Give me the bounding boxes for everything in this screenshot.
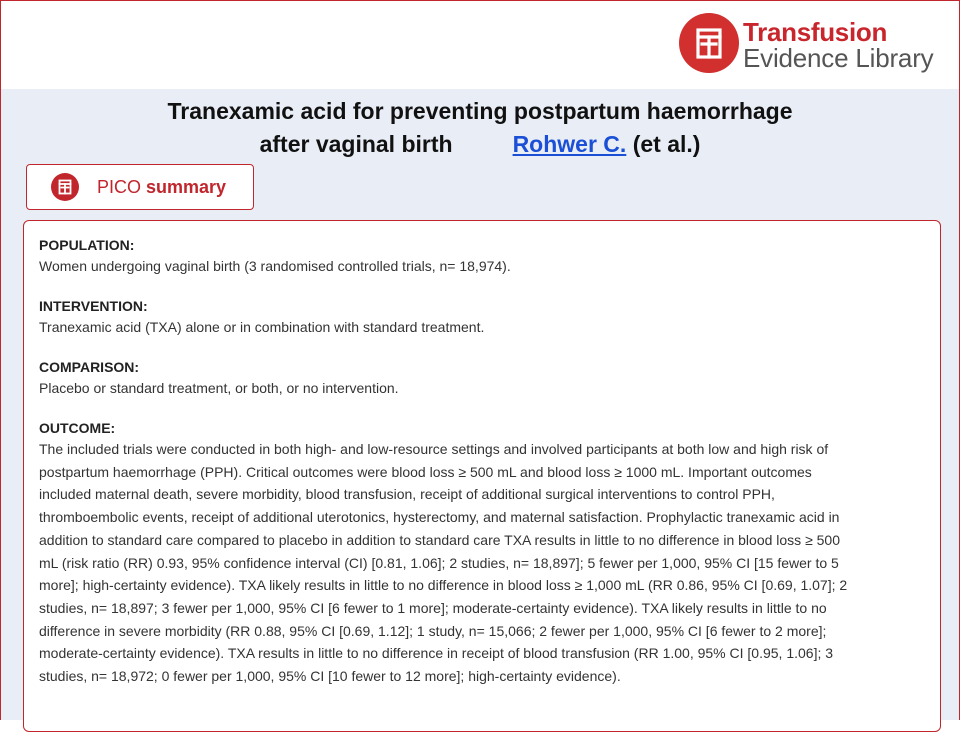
outcome-line: studies, n= 18,897; 3 fewer per 1,000, 95% CI [6 fewer to 1 more]; moderate-certainty evidence). TXA likely results in little to no <box>39 599 827 616</box>
population-heading: POPULATION: <box>39 237 135 253</box>
outcome-line: mL (risk ratio (RR) 0.93, 95% confidence interval (CI) [0.81, 1.06]; 2 studies, n= 18,897]; 5 fewer per 1,000, 95% CI [15 fewer to 5 <box>39 554 839 571</box>
header-banner <box>0 0 960 91</box>
intervention-text: Tranexamic acid (TXA) alone or in combination with standard treatment. <box>39 319 485 335</box>
outcome-line: postpartum haemorrhage (PPH). Critical outcomes were blood loss ≥ 500 mL and blood loss ≥ 1000 mL. Important outcomes <box>39 463 812 480</box>
population-section <box>39 235 929 278</box>
tel-badge-icon <box>51 173 79 206</box>
outcome-line: studies, n= 18,972; 0 fewer per 1,000, 95% CI [10 fewer to 12 more]; high-certainty evidence). <box>39 668 621 685</box>
outcome-line: difference in severe morbidity (RR 0.88, 95% CI [0.69, 1.12]; 1 study, n= 15,066; 2 fewer per 1,000, 95% CI [6 fewer to 2 more]; <box>39 622 827 639</box>
logo-line-evidence-library: Evidence Library <box>743 43 934 73</box>
pico-label-bold: summary <box>146 177 227 197</box>
pico-summary-label <box>26 164 254 210</box>
outcome-line: thromboembolic events, receipt of additional uterotonics, hysterectomy, and maternal satisfaction. Prophylactic tranexamic acid in <box>39 509 840 526</box>
outcome-line: addition to standard care compared to placebo in addition to standard care TXA results in little to no difference in blood loss ≥ 500 <box>39 531 840 548</box>
outcome-line: The included trials were conducted in both high- and low-resource settings and involved participants at both low and high risk of <box>39 441 829 457</box>
outcome-line: more]; high-certainty evidence). TXA likely results in little to no difference in blood loss ≥ 1,000 mL (RR 0.86, 95% CI [0.69, 1.07]; 2 <box>39 577 848 594</box>
et-al-text: (et al.) <box>632 131 701 157</box>
logo-line-transfusion: Transfusion <box>743 17 888 47</box>
tel-logo-icon <box>679 13 739 73</box>
comparison-text: Placebo or standard treatment, or both, or no intervention. <box>39 380 399 396</box>
outcome-line: moderate-certainty evidence). TXA results in little to no difference in receipt of blood transfusion (RR 1.00, 95% CI [0.95, 1.06]; 3 <box>39 645 834 662</box>
population-text: Women undergoing vaginal birth (3 randomised controlled trials, n= 18,974). <box>39 258 511 274</box>
intervention-heading: INTERVENTION: <box>39 298 148 314</box>
intervention-section <box>39 296 929 339</box>
pico-summary-text <box>97 177 226 198</box>
page-title-continuation: after vaginal birth <box>259 131 453 157</box>
outcome-line: included maternal death, severe morbidity, blood transfusion, receipt of additional surgical interventions to control PPH, <box>39 486 775 503</box>
comparison-section <box>39 357 929 400</box>
pico-content-card <box>23 220 941 732</box>
outcome-heading: OUTCOME: <box>39 420 116 436</box>
page-title-line-2 <box>0 131 960 158</box>
comparison-heading: COMPARISON: <box>39 359 140 375</box>
pico-label-prefix: PICO <box>97 177 147 197</box>
outcome-section <box>39 418 929 688</box>
author-link[interactable]: Rohwer C. <box>512 131 627 157</box>
page-title-line-1: Tranexamic acid for preventing postpartum haemorrhage <box>167 98 793 124</box>
transfusion-evidence-library-logo <box>679 11 949 75</box>
